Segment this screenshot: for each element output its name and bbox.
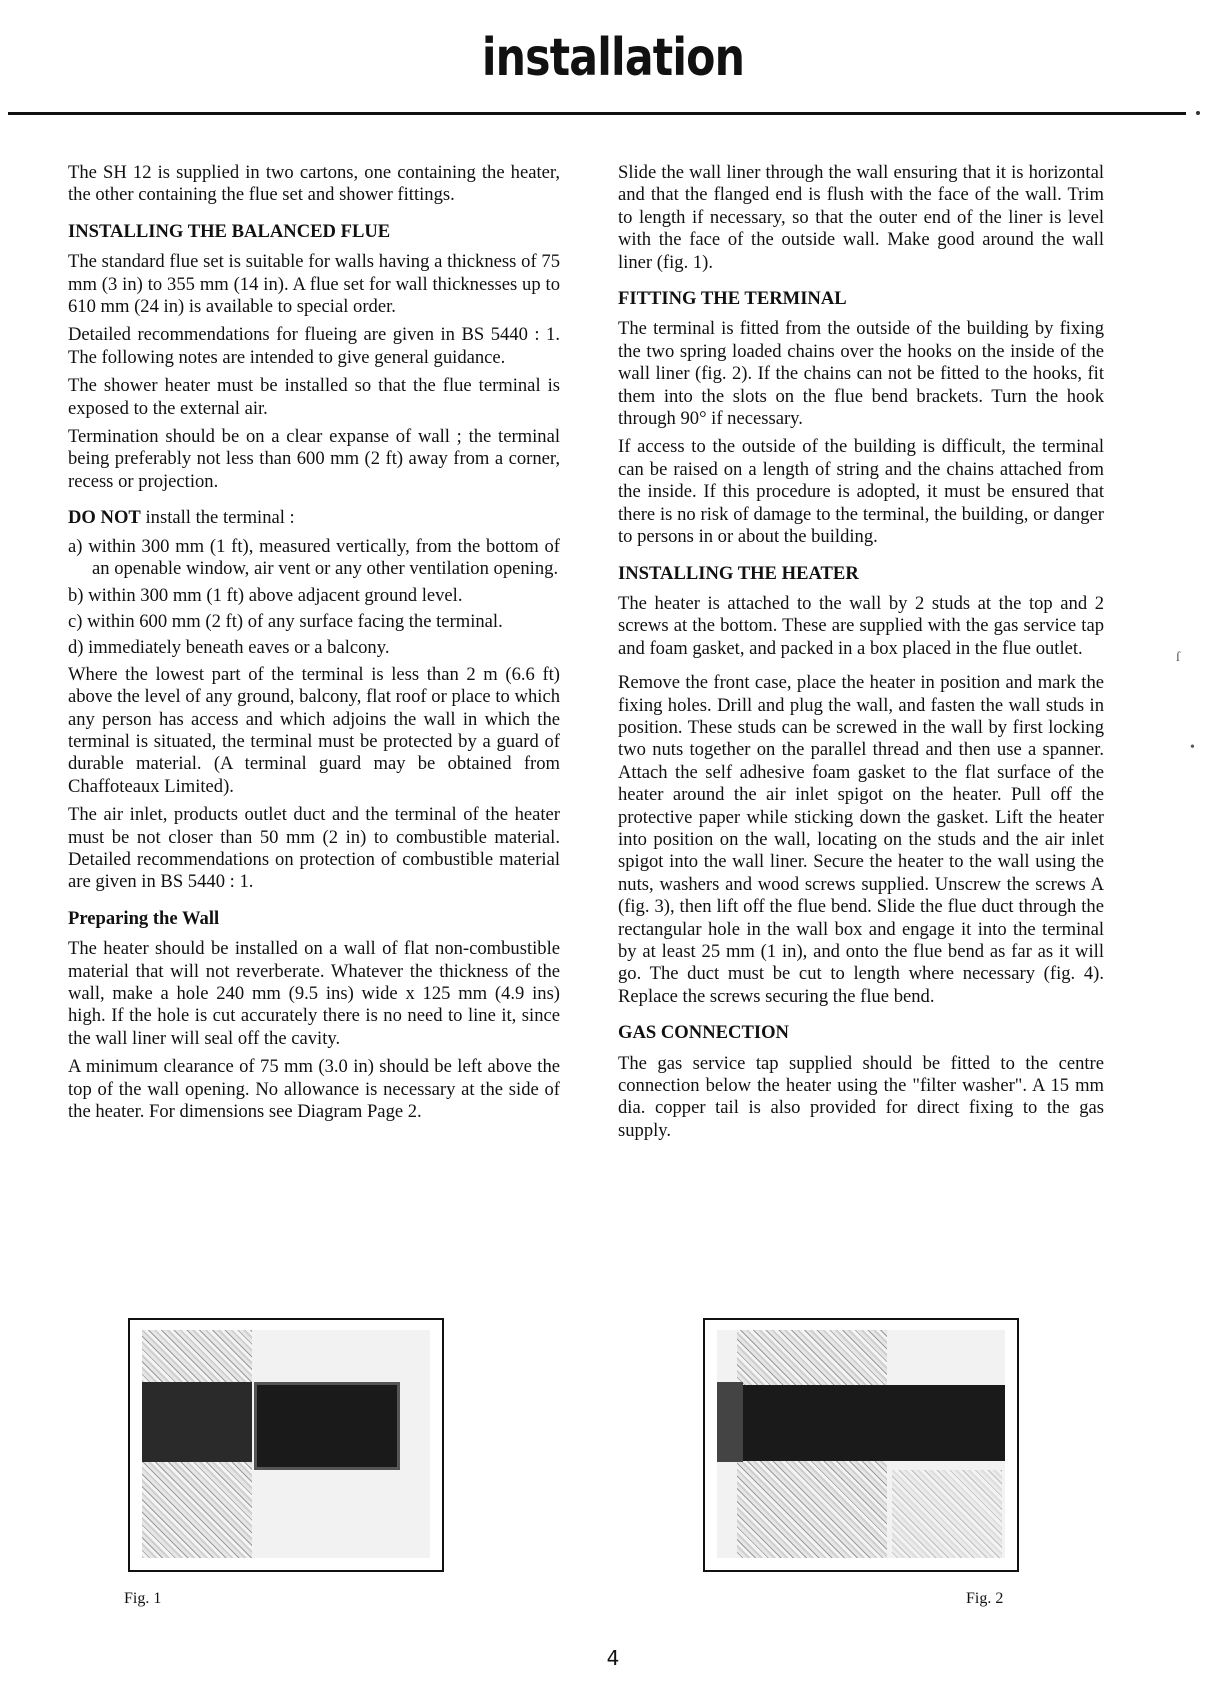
heading-installing-balanced-flue: INSTALLING THE BALANCED FLUE [68, 220, 391, 242]
wall-hole-paragraph: The heater should be installed on a wall of flat non-combustible material that will not reverberate. Whatever the thickness of the wall, make a hole 240 mm (9.5 ins) wide x 125 mm (4.9 ins) high. If the hole is cut accurately there is no need to line it, since the wall liner will seal off the cavity. [68, 938, 560, 1049]
clearance-paragraph: A minimum clearance of 75 mm (3.0 in) should be left above the top of the wall opening. No allowance is necessary at the side of the heater. For dimensions see Diagram Page 2. [68, 1056, 560, 1123]
do-not-bold: DO NOT [68, 507, 141, 529]
list-item-c: c) within 600 mm (2 ft) of any surface facing the terminal. [68, 610, 503, 632]
heading-installing-heater: INSTALLING THE HEATER [618, 562, 859, 584]
left-column [68, 162, 560, 1129]
list-item-a: a) within 300 mm (1 ft), measured vertically, from the bottom of an openable window, air vent or any other ventilation opening. [68, 535, 560, 580]
figure-2-caption: Fig. 2 [966, 1590, 1004, 1607]
list-item-b: b) within 300 mm (1 ft) above adjacent ground level. [68, 584, 463, 606]
studs-paragraph: The heater is attached to the wall by 2 studs at the top and 2 screws at the bottom. These are supplied with the gas service tap and foam gasket, and packed in a box placed in the flue outlet. [618, 592, 1104, 659]
recommendations-paragraph: Detailed recommendations for flueing are given in BS 5440 : 1. The following notes are intended to give general guidance. [68, 324, 560, 368]
stone-wall-bottom [737, 1460, 887, 1558]
figure-1-photo [128, 1318, 444, 1572]
mounting-paragraph: Remove the front case, place the heater in position and mark the fixing holes. Drill and plug the wall, and fasten the wall studs in position. These studs can be screwed in the wall by first locking two nuts together on the parallel thread and then use a spanner. Attach the self adhesive foam gasket to the flat surface of the heater around the air inlet spigot on the heater. Pull off the protective paper while sticking down the gasket. Lift the heater into position on the wall, locating on the studs and the air inlet spigot into the wall liner. Secure the heater to the wall using the nuts, washers and wood screws supplied. Unscrew the screws A (fig. 3), then lift off the flue bend. Slide the flue duct through the rectangular hole in the wall box and engage it into the terminal by at least 25 mm (1 in), and onto the flue bend as far as it will go. The duct must be cut to length where necessary (fig. 4). Replace the screws securing the flue bend. [618, 672, 1104, 1007]
terminal-access-paragraph: If access to the outside of the building is difficult, the terminal can be raised on a length of string and the chains attached from the inside. If this procedure is adopted, it must be ensured that there is no risk of damage to the terminal, the building, or danger to persons in or about the building. [618, 436, 1104, 548]
heading-gas-connection: GAS CONNECTION [618, 1022, 789, 1044]
page-number: 4 [606, 1646, 620, 1670]
wall-liner-photo [142, 1330, 430, 1558]
terminal-chains-paragraph: The terminal is fitted from the outside of the building by fixing the two spring loaded chains over the hooks on the inside of the wall liner (fig. 2). If the chains can not be fitted to the hooks, fit them into the slots on the flue bend brackets. Turn the hook through 90° if necessary. [618, 318, 1104, 430]
gas-tap-paragraph: The gas service tap supplied should be fitted to the centre connection below the heater using the "filter washer". A 15 mm dia. copper tail is also provided for direct fixing to the gas supply. [618, 1052, 1104, 1141]
rule-end-mark [1196, 111, 1200, 115]
heading-preparing-wall: Preparing the Wall [68, 907, 220, 929]
stone-wall-bottom [142, 1462, 252, 1558]
margin-dot: • [1190, 740, 1195, 755]
flue-set-paragraph: The standard flue set is suitable for walls having a thickness of 75 mm (3 in) to 355 mm (14 in). A flue set for wall thicknesses up to 610 mm (24 in) is available to special order. [68, 251, 560, 318]
termination-paragraph: Termination should be on a clear expanse of wall ; the terminal being preferably not less than 600 mm (2 ft) away from a corner, recess or projection. [68, 426, 560, 492]
terminal-flange [717, 1382, 743, 1462]
stone-wall-top [737, 1330, 887, 1385]
terminal-guard-paragraph: Where the lowest part of the terminal is less than 2 m (6.6 ft) above the level of any ground, balcony, flat roof or place to which any person has access and which adjoins the wall in which the terminal is situated, the terminal must be protected by a guard of durable material. (A terminal guard may be obtained from Chaffoteaux Limited). [68, 663, 560, 797]
right-column [618, 162, 1104, 1148]
figure-2-photo [703, 1318, 1019, 1572]
stone-wall-top [142, 1330, 252, 1382]
terminal-duct [743, 1385, 1005, 1461]
margin-mark: ſ [1176, 650, 1180, 665]
title-rule [8, 112, 1186, 115]
wall-liner-end [142, 1382, 252, 1462]
heading-fitting-terminal: FITTING THE TERMINAL [618, 288, 847, 310]
wall-liner-paragraph: Slide the wall liner through the wall ensuring that it is horizontal and that the flanged end is flush with the face of the wall. Trim to length if necessary, so that the outer end of the liner is level with the face of the outside wall. Make good around the wall liner (fig. 1). [618, 162, 1104, 273]
do-not-line [68, 507, 560, 529]
stone-wall-right [892, 1470, 1002, 1558]
do-not-rest: install the terminal : [140, 507, 295, 529]
figure-1-caption: Fig. 1 [124, 1590, 162, 1607]
wall-liner-duct [254, 1382, 400, 1470]
page-title: installation [481, 28, 745, 88]
list-item-d: d) immediately beneath eaves or a balcony. [68, 637, 390, 659]
external-air-paragraph: The shower heater must be installed so that the flue terminal is exposed to the external air. [68, 375, 560, 419]
combustible-paragraph: The air inlet, products outlet duct and the terminal of the heater must be not closer than 50 mm (2 in) to combustible material. Detailed recommendations on protection of combustible material are given in BS 5440 : 1. [68, 804, 560, 893]
intro-paragraph: The SH 12 is supplied in two cartons, one containing the heater, the other containing the flue set and shower fittings. [68, 162, 560, 206]
terminal-photo [717, 1330, 1005, 1558]
